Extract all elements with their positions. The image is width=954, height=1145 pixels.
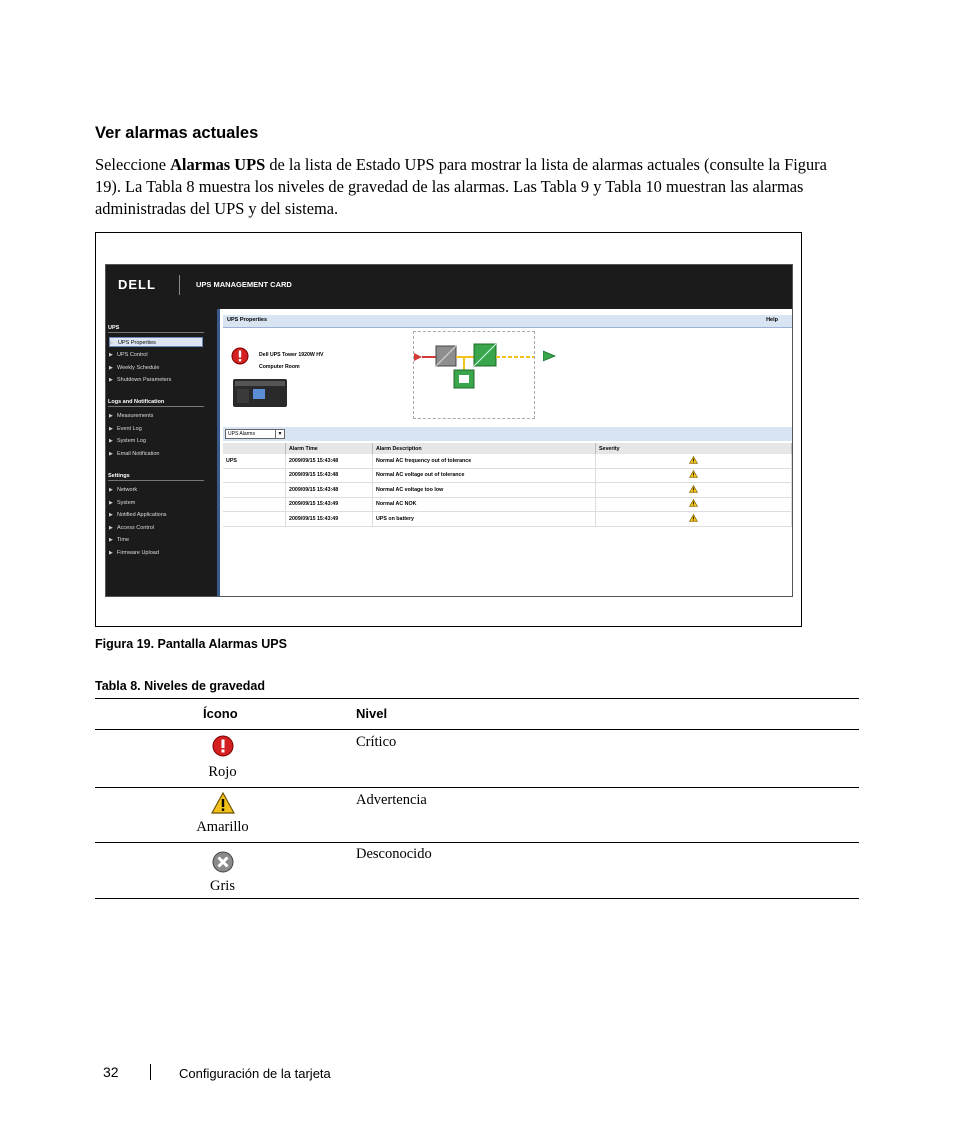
- sidebar-group-settings: Settings: [108, 473, 204, 481]
- alarm-severity: [596, 512, 792, 527]
- intro-paragraph: Seleccione Alarmas UPS de la lista de Estado UPS para mostrar la lista de alarmas actuales (consulte la Figura 19). La Tabla 8 muestra los niveles de gravedad de las alarmas. Las Tabla 9 y Tabla 10 muestran las alarmas administradas del UPS y del sistema.: [95, 155, 827, 218]
- alarm-time: 2009/09/15 15:43:48: [286, 468, 373, 483]
- alarm-description: Normal AC NOK: [373, 497, 596, 512]
- triangle-icon: ▶: [109, 352, 113, 358]
- sidebar-group-ups: UPS: [108, 325, 204, 333]
- ups-screenshot: [105, 264, 793, 597]
- sidebar-item-email-notification[interactable]: ▶ Email Notification: [109, 451, 160, 457]
- col-alarm-time: Alarm Time: [286, 443, 373, 454]
- sidebar: [106, 309, 220, 597]
- sidebar-group-logs: Logs and Notification: [108, 399, 204, 407]
- table-row[interactable]: [223, 454, 792, 468]
- alarm-source: [223, 483, 286, 498]
- dell-logo: DELL: [118, 277, 156, 292]
- alarm-time: 2009/09/15 15:43:48: [286, 483, 373, 498]
- alarm-description: Normal AC voltage too low: [373, 483, 596, 498]
- content-title: UPS Properties: [227, 317, 268, 323]
- content-header: [223, 315, 792, 328]
- app-title: UPS MANAGEMENT CARD: [196, 280, 292, 289]
- chevron-down-icon: ▼: [275, 430, 284, 438]
- ups-location: Computer Room: [259, 364, 300, 370]
- table-row[interactable]: [223, 483, 792, 498]
- table-row[interactable]: [223, 468, 792, 483]
- alarm-severity: [596, 454, 792, 468]
- footer-text: Configuración de la tarjeta: [179, 1066, 331, 1081]
- warning-icon: [689, 456, 698, 464]
- sidebar-item-time[interactable]: ▶ Time: [109, 537, 130, 543]
- alarm-type-select[interactable]: UPS Alarms ▼: [225, 429, 285, 439]
- help-link[interactable]: Help: [766, 317, 778, 323]
- severity-color: Amarillo: [196, 819, 249, 835]
- table-rule-bottom: [95, 898, 859, 899]
- severity-color: Rojo: [208, 764, 237, 780]
- alarm-time: 2009/09/15 15:43:49: [286, 512, 373, 527]
- triangle-icon: ▶: [109, 512, 113, 518]
- triangle-icon: ▶: [109, 365, 113, 371]
- alarm-source: UPS: [223, 454, 286, 468]
- triangle-icon: ▶: [110, 340, 114, 346]
- sidebar-item-event-log[interactable]: ▶ Event Log: [109, 426, 142, 432]
- severity-icon-cell: [185, 735, 260, 781]
- unknown-icon: [212, 851, 234, 873]
- severity-color: Gris: [210, 878, 235, 894]
- main-content: [223, 309, 792, 596]
- sidebar-item-weekly-schedule[interactable]: ▶ Weekly Schedule: [109, 365, 160, 371]
- sidebar-item-firmware-upload[interactable]: ▶ Firmware Upload: [109, 550, 159, 556]
- top-bar: [106, 265, 792, 309]
- alarm-time: 2009/09/15 15:43:48: [286, 454, 373, 468]
- triangle-icon: ▶: [109, 377, 113, 383]
- warning-icon: [689, 499, 698, 507]
- alarm-description: Normal AC voltage out of tolerance: [373, 468, 596, 483]
- table-rule: [95, 787, 859, 788]
- critical-icon: [212, 735, 234, 757]
- col-alarm-description: Alarm Description: [373, 443, 596, 454]
- triangle-icon: ▶: [109, 500, 113, 506]
- sidebar-item-system[interactable]: ▶ System: [109, 500, 136, 506]
- severity-icon-cell: [185, 851, 260, 895]
- alarm-description: Normal AC frequency out of tolerance: [373, 454, 596, 468]
- section-title: Ver alarmas actuales: [95, 124, 259, 142]
- warning-icon: [689, 514, 698, 522]
- table-rule-top: [95, 698, 859, 699]
- triangle-icon: ▶: [109, 426, 113, 432]
- ups-flow-diagram: [413, 331, 535, 419]
- critical-icon: [231, 347, 249, 365]
- severity-level: Advertencia: [356, 792, 427, 808]
- sidebar-item-access-control[interactable]: ▶ Access Control: [109, 525, 154, 531]
- triangle-icon: ▶: [109, 550, 113, 556]
- triangle-icon: ▶: [109, 413, 113, 419]
- warning-icon: [689, 485, 698, 493]
- header-level: Nivel: [356, 706, 388, 721]
- alarm-description: UPS on battery: [373, 512, 596, 527]
- page-number: 32: [103, 1064, 119, 1080]
- col-source: [223, 443, 286, 454]
- sidebar-item-network[interactable]: ▶ Network: [109, 487, 138, 493]
- sidebar-item-notified-applications[interactable]: ▶ Notified Applications: [109, 512, 167, 518]
- table8-caption: Tabla 8. Niveles de gravedad: [95, 679, 265, 693]
- ups-device-image: [231, 377, 289, 409]
- figure-caption: Figura 19. Pantalla Alarmas UPS: [95, 637, 287, 651]
- alarm-severity: [596, 483, 792, 498]
- table-row[interactable]: [223, 512, 792, 527]
- table-row[interactable]: [223, 497, 792, 512]
- table-header-row: [223, 443, 792, 454]
- alarm-filter-bar: [223, 427, 792, 441]
- col-severity: Severity: [596, 443, 792, 454]
- triangle-icon: ▶: [109, 537, 113, 543]
- warning-icon: [211, 792, 235, 814]
- severity-level: Crítico: [356, 734, 397, 750]
- ups-model: Dell UPS Tower 1920W HV: [259, 352, 324, 358]
- output-arrow-icon: [543, 350, 557, 362]
- sidebar-item-measurements[interactable]: ▶ Measurements: [109, 413, 154, 419]
- severity-icon-cell: [185, 792, 260, 836]
- table-rule-header: [95, 729, 859, 730]
- header-icon: Ícono: [203, 706, 238, 721]
- warning-icon: [689, 470, 698, 478]
- triangle-icon: ▶: [109, 525, 113, 531]
- ups-info: [259, 349, 323, 373]
- table-rule: [95, 842, 859, 843]
- sidebar-item-ups-control[interactable]: ▶ UPS Control: [109, 352, 148, 358]
- triangle-icon: ▶: [109, 487, 113, 493]
- alarms-table: [223, 443, 792, 527]
- sidebar-item-system-log[interactable]: ▶ System Log: [109, 438, 147, 444]
- sidebar-item-shutdown-parameters[interactable]: ▶ Shutdown Parameters: [109, 377, 172, 383]
- alarm-severity: [596, 497, 792, 512]
- alarm-severity: [596, 468, 792, 483]
- severity-level: Desconocido: [356, 846, 432, 862]
- alarm-time: 2009/09/15 15:43:49: [286, 497, 373, 512]
- logo-divider: [179, 275, 180, 295]
- footer-divider: [150, 1064, 151, 1080]
- sidebar-item-ups-properties[interactable]: ▶ UPS Properties: [109, 337, 203, 347]
- triangle-icon: ▶: [109, 438, 113, 444]
- triangle-icon: ▶: [109, 451, 113, 457]
- alarm-source: [223, 497, 286, 512]
- alarm-source: [223, 512, 286, 527]
- alarm-source: [223, 468, 286, 483]
